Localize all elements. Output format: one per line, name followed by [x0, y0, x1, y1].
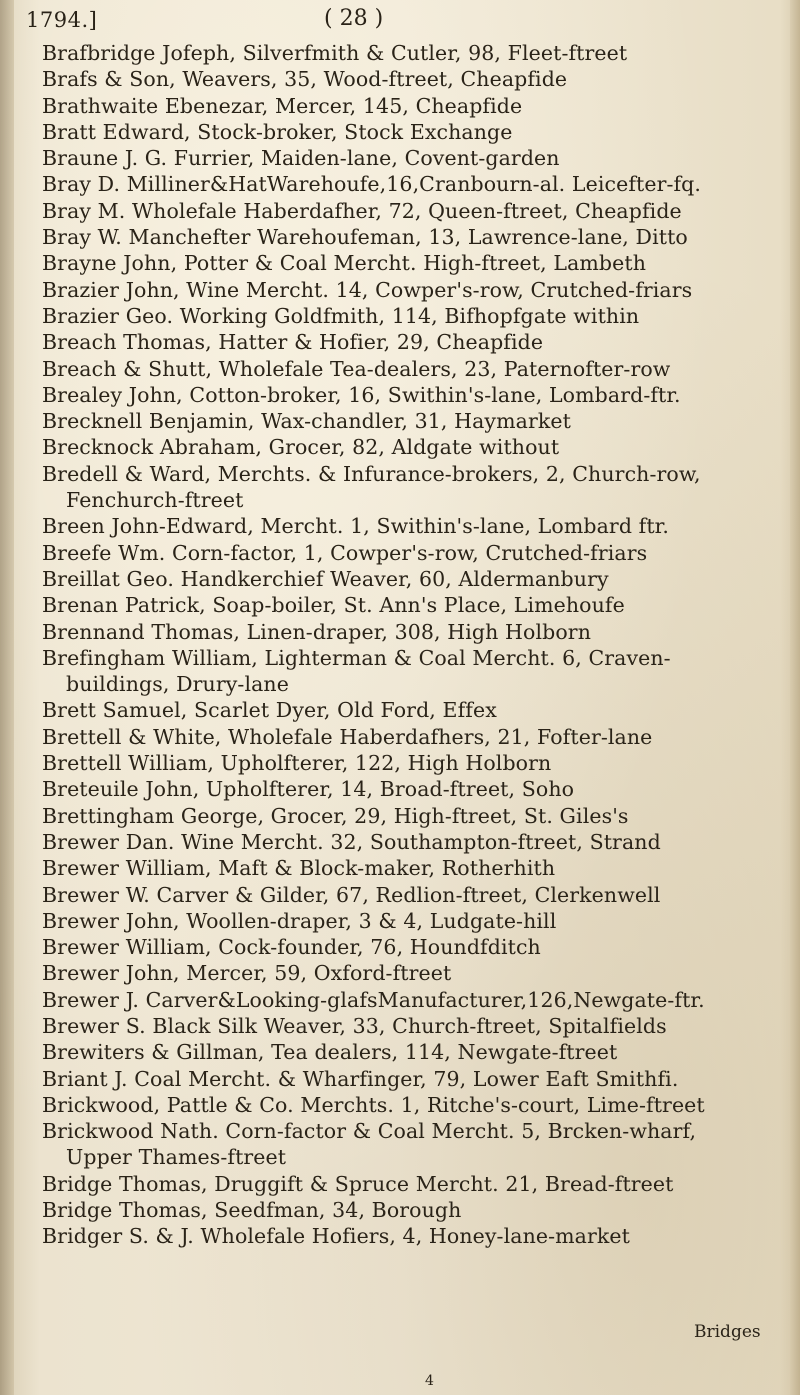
- entry-text: Brewer W. Carver & Gilder, 67, Redlion-ftreet, Clerkenwell: [42, 882, 661, 907]
- directory-entry: [42, 1118, 787, 1171]
- directory-entry: [42, 66, 787, 92]
- directory-entry: [42, 750, 787, 776]
- directory-entry: [42, 960, 787, 986]
- entry-text: Brewer William, Maft & Block-maker, Rotherhith: [42, 856, 556, 881]
- directory-entry: [42, 908, 787, 934]
- directory-entry: [42, 1092, 787, 1118]
- entry-text: Brewer John, Woollen-draper, 3 & 4, Ludgate-hill: [42, 908, 557, 933]
- entry-text: Brickwood, Pattle & Co. Merchts. 1, Ritche's-court, Lime-ftreet: [42, 1092, 705, 1117]
- entry-text: Brenan Patrick, Soap-boiler, St. Ann's Place, Limehoufe: [42, 593, 625, 618]
- page-header: [24, 2, 784, 36]
- directory-entry: [42, 250, 787, 276]
- entry-text: Brewer Dan. Wine Mercht. 32, Southampton-ftreet, Strand: [42, 829, 661, 854]
- entry-text: Bridger S. & J. Wholefale Hofiers, 4, Honey-lane-market: [42, 1224, 630, 1249]
- entry-continuation: buildings, Drury-lane: [66, 672, 289, 697]
- entry-text: Brafs & Son, Weavers, 35, Wood-ftreet, Cheapfide: [42, 67, 568, 92]
- directory-entry: [42, 356, 787, 382]
- entry-text: Brealey John, Cotton-broker, 16, Swithin's-lane, Lombard-ftr.: [42, 382, 681, 407]
- directory-entry: [42, 619, 787, 645]
- catchword: Bridges: [694, 1322, 761, 1342]
- directory-entry: [42, 40, 787, 66]
- directory-entry: [42, 277, 787, 303]
- directory-entry: [42, 855, 787, 881]
- entry-text: Briant J. Coal Mercht. & Wharfinger, 79, Lower Eaft Smithfi.: [42, 1066, 679, 1091]
- page-edge-right: [790, 0, 800, 1395]
- entry-continuation: Fenchurch-ftreet: [66, 488, 244, 513]
- directory-entry: [42, 829, 787, 855]
- entry-text: Brettell William, Upholfterer, 122, High Holborn: [42, 751, 552, 776]
- entry-text: Bredell & Ward, Merchts. & Infurance-brokers, 2, Church-row,: [42, 461, 701, 486]
- running-year: 1794.]: [26, 8, 98, 32]
- entry-text: Brennand Thomas, Linen-draper, 308, High Holborn: [42, 619, 591, 644]
- directory-entry: [42, 934, 787, 960]
- directory-entry: [42, 198, 787, 224]
- directory-entry: [42, 303, 787, 329]
- directory-entry: [42, 434, 787, 460]
- entry-text: Brafbridge Jofeph, Silverfmith & Cutler, 98, Fleet-ftreet: [42, 41, 628, 65]
- entry-text: Brazier Geo. Working Goldfmith, 114, Bifhopfgate within: [42, 303, 640, 328]
- footer-mark: 4: [425, 1373, 434, 1389]
- entry-text: Bray M. Wholefale Haberdafher, 72, Queen-ftreet, Cheapfide: [42, 198, 682, 223]
- entry-text: Brett Samuel, Scarlet Dyer, Old Ford, Effex: [42, 698, 497, 723]
- entry-text: Brewer John, Mercer, 59, Oxford-ftreet: [42, 961, 452, 986]
- entry-text: Braune J. G. Furrier, Maiden-lane, Covent-garden: [42, 146, 560, 171]
- directory-entry: [42, 566, 787, 592]
- entry-text: Breillat Geo. Handkerchief Weaver, 60, Aldermanbury: [42, 566, 609, 591]
- directory-entry: [42, 697, 787, 723]
- entry-text: Breach Thomas, Hatter & Hofier, 29, Cheapfide: [42, 330, 544, 355]
- entry-text: Brickwood Nath. Corn-factor & Coal Mercht. 5, Brcken-wharf,: [42, 1119, 697, 1144]
- directory-entry: [42, 513, 787, 539]
- entry-text: Bridge Thomas, Seedfman, 34, Borough: [42, 1198, 462, 1223]
- entry-continuation: Upper Thames-ftreet: [66, 1145, 287, 1170]
- directory-entry: [42, 171, 787, 197]
- entry-text: Brathwaite Ebenezar, Mercer, 145, Cheapfide: [42, 93, 523, 118]
- directory-entry: [42, 329, 787, 355]
- entry-text: Bray W. Manchefter Warehoufeman, 13, Lawrence-lane, Ditto: [42, 225, 688, 250]
- entry-text: Brewer J. Carver&Looking-glafsManufacturer,126,Newgate-ftr.: [42, 987, 705, 1012]
- directory-entry: [42, 803, 787, 829]
- entry-text: Breach & Shutt, Wholefale Tea-dealers, 23, Paternofter-row: [42, 356, 671, 381]
- directory-entry: [42, 408, 787, 434]
- entry-text: Brewer William, Cock-founder, 76, Houndfditch: [42, 935, 541, 960]
- page-edge-left: [0, 0, 14, 1395]
- directory-entry: [42, 987, 787, 1013]
- directory-entry: [42, 1039, 787, 1065]
- entry-text: Brettell & White, Wholefale Haberdafhers, 21, Fofter-lane: [42, 724, 653, 749]
- directory-entry: [42, 645, 787, 698]
- directory-entry: [42, 1223, 787, 1249]
- entry-text: Breteuile John, Upholfterer, 14, Broad-ftreet, Soho: [42, 777, 575, 802]
- entry-text: Breefe Wm. Corn-factor, 1, Cowper's-row, Crutched-friars: [42, 540, 648, 565]
- entry-text: Brettingham George, Grocer, 29, High-ftreet, St. Giles's: [42, 803, 629, 828]
- entry-text: Brewiters & Gillman, Tea dealers, 114, Newgate-ftreet: [42, 1040, 618, 1065]
- entry-text: Bray D. Milliner&HatWarehoufe,16,Cranbourn-al. Leicefter-fq.: [42, 172, 702, 197]
- directory-entry: [42, 145, 787, 171]
- entry-text: Brayne John, Potter & Coal Mercht. High-ftreet, Lambeth: [42, 251, 647, 276]
- directory-entry: [42, 1066, 787, 1092]
- directory-entry: [42, 93, 787, 119]
- entry-text: Breen John-Edward, Mercht. 1, Swithin's-lane, Lombard ftr.: [42, 514, 669, 539]
- directory-entry: [42, 776, 787, 802]
- directory-entry: [42, 724, 787, 750]
- entry-text: Bratt Edward, Stock-broker, Stock Exchange: [42, 119, 513, 144]
- entry-text: Brefingham William, Lighterman & Coal Mercht. 6, Craven-: [42, 645, 671, 670]
- entry-text: Brecknock Abraham, Grocer, 82, Aldgate without: [42, 435, 560, 460]
- entry-text: Bridge Thomas, Druggift & Spruce Mercht. 21, Bread-ftreet: [42, 1171, 674, 1196]
- entry-text: Brecknell Benjamin, Wax-chandler, 31, Haymarket: [42, 409, 571, 434]
- page-number: ( 28 ): [324, 6, 384, 31]
- directory-entries: [42, 40, 787, 1250]
- directory-entry: [42, 224, 787, 250]
- directory-entry: [42, 540, 787, 566]
- directory-entry: [42, 382, 787, 408]
- entry-text: Brewer S. Black Silk Weaver, 33, Church-ftreet, Spitalfields: [42, 1013, 667, 1038]
- directory-entry: [42, 1013, 787, 1039]
- directory-entry: [42, 882, 787, 908]
- directory-entry: [42, 1197, 787, 1223]
- directory-entry: [42, 1171, 787, 1197]
- directory-entry: [42, 592, 787, 618]
- entry-text: Brazier John, Wine Mercht. 14, Cowper's-row, Crutched-friars: [42, 277, 693, 302]
- directory-entry: [42, 119, 787, 145]
- directory-entry: [42, 461, 787, 514]
